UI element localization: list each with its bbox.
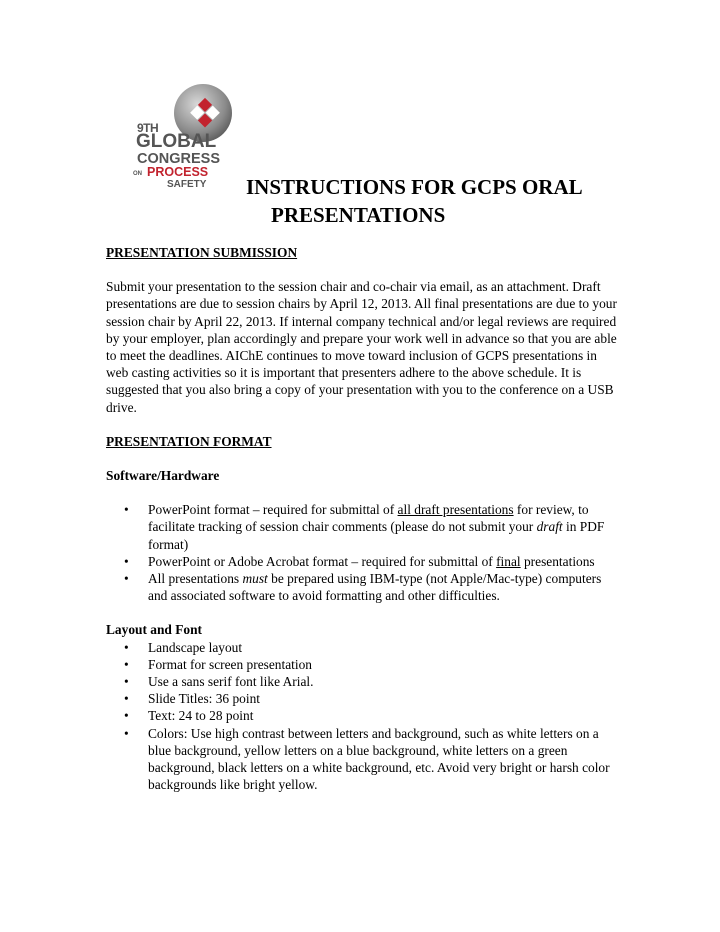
list-item: • Slide Titles: 36 point xyxy=(124,691,260,707)
logo-edition: 9TH xyxy=(137,121,159,135)
bullet-icon: • xyxy=(124,708,129,724)
list-item: • Colors: Use high contrast between letters and background, such as white letters on a blue background, yellow letters on a blue background, white letters on a green background, black letters on a white background, etc. Avoid very bright or harsh color backgrounds like bright yellow. xyxy=(124,725,610,793)
list-item: • Landscape layout xyxy=(124,639,243,655)
bullet-icon: • xyxy=(124,691,129,707)
bullet-icon: • xyxy=(124,571,129,587)
submission-heading: PRESENTATION SUBMISSION xyxy=(106,245,298,260)
bullet-icon: • xyxy=(124,725,129,741)
gcps-logo xyxy=(131,78,241,198)
bullet-icon: • xyxy=(124,639,129,655)
document-body xyxy=(106,244,620,793)
layout-heading: Layout and Font xyxy=(106,622,202,638)
bullet-icon: • xyxy=(124,674,129,690)
software-list xyxy=(106,501,620,604)
title-line-1: INSTRUCTIONS FOR GCPS ORAL xyxy=(246,175,583,199)
list-item: • Format for screen presentation xyxy=(124,656,312,672)
title-line-2: PRESENTATIONS xyxy=(271,203,446,227)
document-title xyxy=(246,173,583,229)
format-heading: PRESENTATION FORMAT xyxy=(106,433,272,449)
bullet-icon: • xyxy=(124,553,129,569)
logo-on: ON xyxy=(133,171,142,177)
bullet-icon: • xyxy=(124,502,129,518)
list-item: • All presentations must be prepared using IBM-type (not Apple/Mac-type) computers and associated software to avoid formatting and other difficulties. xyxy=(124,571,602,604)
software-heading: Software/Hardware xyxy=(106,468,220,484)
logo-global: GLOBAL xyxy=(136,131,217,152)
layout-list xyxy=(106,639,620,794)
logo-safety: SAFETY xyxy=(167,179,207,190)
list-item: • Text: 24 to 28 point xyxy=(124,708,254,724)
list-item: • PowerPoint format – required for submittal of all draft presentations for review, to facilitate tracking of session chair comments (please do not submit your draft in PDF format) xyxy=(124,502,605,552)
submission-body: Submit your presentation to the session chair and co-chair via email, as an attachment. Draft presentations are due to session chairs by April 12, 2013. All final presentations are due to your session chair by April 22, 2013. If internal company technical and/or legal reviews are required by your employer, plan accordingly and prepare your work well in advance so that you are able to meet the deadlines. AIChE continues to move toward inclusion of GCPS presentations in web casting activities so it is important that presenters adhere to the above schedule. It is suggested that you also bring a copy of your presentation with you to the conference on a USB drive. xyxy=(106,279,617,415)
bullet-icon: • xyxy=(124,656,129,672)
list-item: • PowerPoint or Adobe Acrobat format – required for submittal of final presentations xyxy=(124,553,595,569)
logo-process: PROCESS xyxy=(147,165,209,179)
list-item: • Use a sans serif font like Arial. xyxy=(124,674,314,690)
logo-congress: CONGRESS xyxy=(137,151,220,167)
